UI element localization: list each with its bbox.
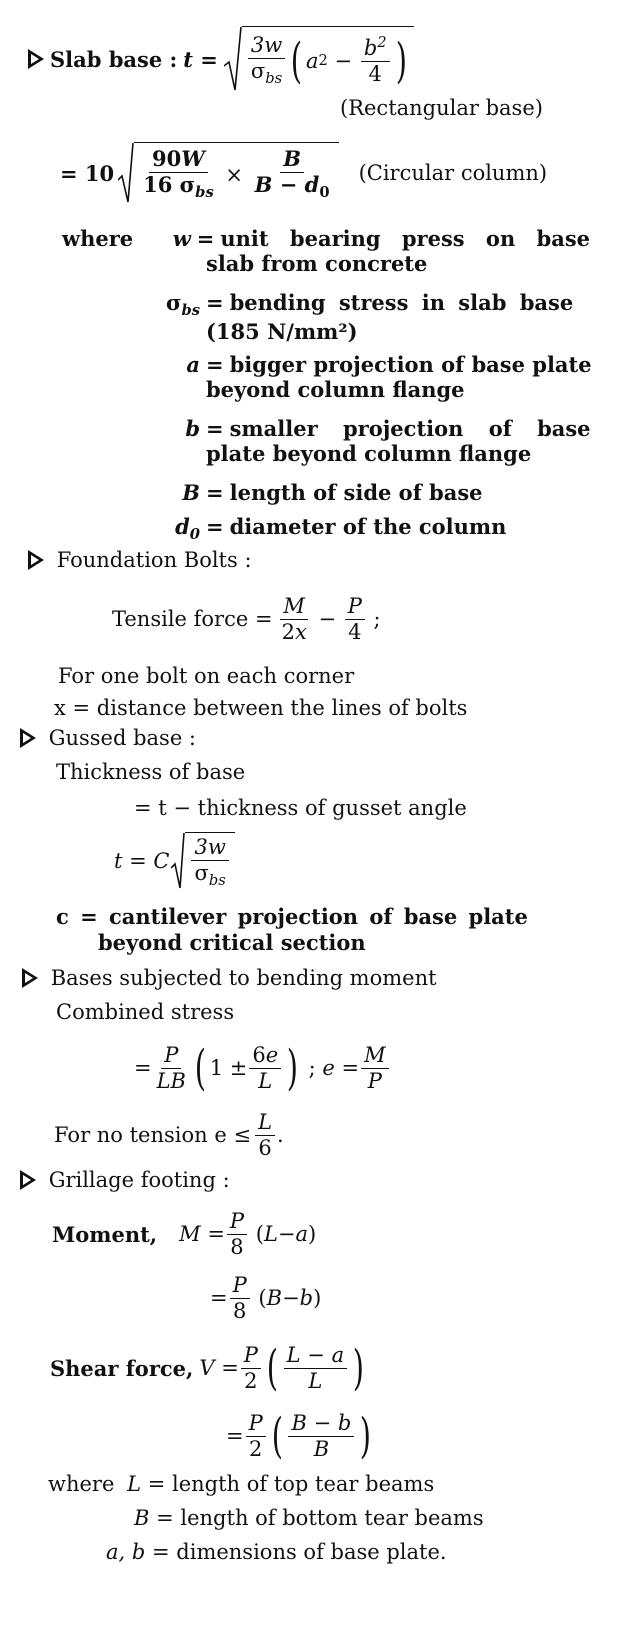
bolts-heading: Foundation Bolts : — [56, 548, 252, 572]
gusset-line1: Thickness of base — [56, 760, 246, 784]
moment-eq2: = $\frac{P}{8}$ ( B − b ) — [210, 1273, 322, 1323]
grillage-heading: Grillage footing : — [48, 1168, 230, 1192]
t-equals: t = — [183, 46, 218, 72]
triangle-bullet-icon — [20, 1170, 36, 1190]
slab-heading-line — [28, 24, 414, 94]
circ-note: (Circular column) — [358, 161, 548, 185]
bolts-heading-line — [28, 548, 252, 572]
grillage-heading-line — [20, 1168, 230, 1192]
rect-note: (Rectangular base) — [340, 96, 543, 120]
triangle-bullet-icon — [22, 968, 38, 988]
slab-heading: Slab base : — [50, 46, 178, 72]
where-label: where — [62, 226, 134, 251]
gusset-c-line1: c = cantilever projection of base plate — [56, 904, 528, 929]
circ-sqrt: $\frac{90W}{16 \sigma_{bs}}$ × $\frac{B}{B - d_0}$ — [118, 142, 338, 204]
circular-eq — [60, 138, 547, 208]
combined-eq: = $\frac{P}{LB}$ ( 1 ± $\frac{6e}{L}$ ) ; e = $\frac{M}{P}$ — [134, 1034, 391, 1102]
bolts-line1: For one bolt on each corner — [58, 664, 355, 688]
gusset-line2: = t − thickness of gusset angle — [134, 796, 467, 820]
bolts-line2: x = distance between the lines of bolts — [54, 696, 468, 720]
eq2-prefix: = 10 — [60, 160, 115, 186]
grillage-def-B: B = length of bottom tear beams — [134, 1506, 484, 1530]
def-b: b = smaller projection of base plate beyond column flange — [185, 416, 591, 466]
shear-eq: Shear force, V = $\frac{P}{2}$ ( $\frac{L - a}{L}$ ) — [50, 1340, 365, 1396]
triangle-bullet-icon — [28, 550, 44, 570]
moment-eq: Moment, M = $\frac{P}{8}$ ( L − a ) — [52, 1209, 317, 1259]
bending-heading: Bases subjected to bending moment — [50, 966, 437, 990]
bending-line1: Combined stress — [56, 1000, 235, 1024]
def-a: a = bigger projection of base plate beyond column flange — [186, 352, 592, 402]
def-w: w = unit bearing press on base slab from concrete — [172, 226, 590, 276]
grillage-def-L: where L = length of top tear beams — [48, 1472, 435, 1496]
def-B: B = length of side of base — [182, 480, 483, 505]
bending-heading-line — [22, 966, 437, 990]
def-d0: $d_0$ = diameter of the column — [175, 514, 507, 544]
triangle-bullet-icon — [20, 728, 36, 748]
gusset-heading-line — [20, 726, 196, 750]
gusset-heading: Gussed base : — [48, 726, 197, 750]
slab-sqrt: $\frac{3w}{\sigma_{bs}}$ ( a 2 − $\frac{b^2}{4}$ ) — [224, 26, 414, 92]
shear-eq2: = $\frac{P}{2}$ ( $\frac{B - b}{B}$ ) — [226, 1408, 372, 1464]
def-sigma: $\sigma_{bs}$ = bending stress in slab base (185 N/mm²) — [165, 290, 574, 345]
no-tension: For no tension e ≤ $\frac{L}{6}$ . — [54, 1110, 284, 1160]
gusset-t-eq: t = C $\frac{3w}{\sigma_{bs}}$ — [114, 830, 235, 892]
triangle-bullet-icon — [28, 49, 44, 69]
gusset-c-line2: beyond critical section — [98, 930, 366, 955]
grillage-def-ab: a, b = dimensions of base plate. — [106, 1540, 447, 1564]
tensile-eq: Tensile force = $\frac{M}{2x}$ − $\frac{P}{4}$ ; — [112, 594, 381, 644]
